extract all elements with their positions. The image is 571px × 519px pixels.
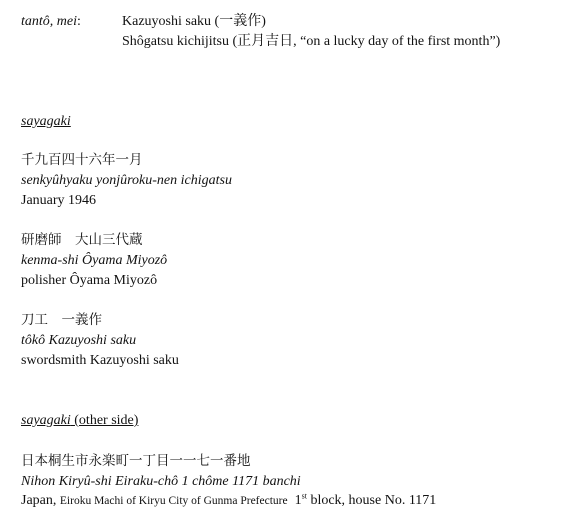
tanto-mei-colon: : (77, 14, 81, 29)
tanto-mei-label-text: tantô, mei (21, 14, 77, 29)
entry-english: January 1946 (21, 193, 97, 208)
entry-japanese: 千九百四十六年一月 (21, 152, 143, 168)
address-english-sup: st (301, 491, 307, 501)
address-english-small: Eiroku Machi of Kiryu City of Gunma Prefecture (59, 495, 288, 507)
entry-japanese: 研磨師 大山三代蔵 (21, 232, 143, 248)
tanto-mei-line2: Shôgatsu kichijitsu (正月吉日, “on a lucky day of the first month”) (122, 34, 501, 49)
tanto-mei-line1: Kazuyoshi saku (一義作) (122, 14, 266, 29)
address-english-space: 1 (287, 493, 302, 508)
entry-romaji: tôkô Kazuyoshi saku (21, 333, 137, 348)
address-english-prefix: Japan, (21, 493, 60, 508)
sayagaki-other-heading (21, 411, 138, 431)
sayagaki-heading: sayagaki (21, 114, 71, 129)
entry-japanese: 刀工 一義作 (21, 312, 102, 328)
address-english (21, 491, 436, 511)
tanto-mei-value (122, 12, 500, 52)
entry-english: swordsmith Kazuyoshi saku (21, 353, 179, 368)
sayagaki-other-heading-suffix: (other side) (70, 413, 139, 428)
entry-romaji: senkyûhyaku yonjûroku-nen ichigatsu (21, 173, 232, 188)
tanto-mei-label (21, 12, 81, 32)
sayagaki-other-heading-label: sayagaki (21, 413, 71, 428)
address-english-suffix: block, house No. 1171 (306, 493, 437, 508)
entry-english: polisher Ôyama Miyozô (21, 273, 158, 288)
address-romaji: Nihon Kiryû-shi Eiraku-chô 1 chôme 1171 banchi (21, 474, 301, 489)
entry-romaji: kenma-shi Ôyama Miyozô (21, 253, 168, 268)
address-japanese: 日本桐生市永楽町一丁目一一七一番地 (21, 453, 251, 469)
